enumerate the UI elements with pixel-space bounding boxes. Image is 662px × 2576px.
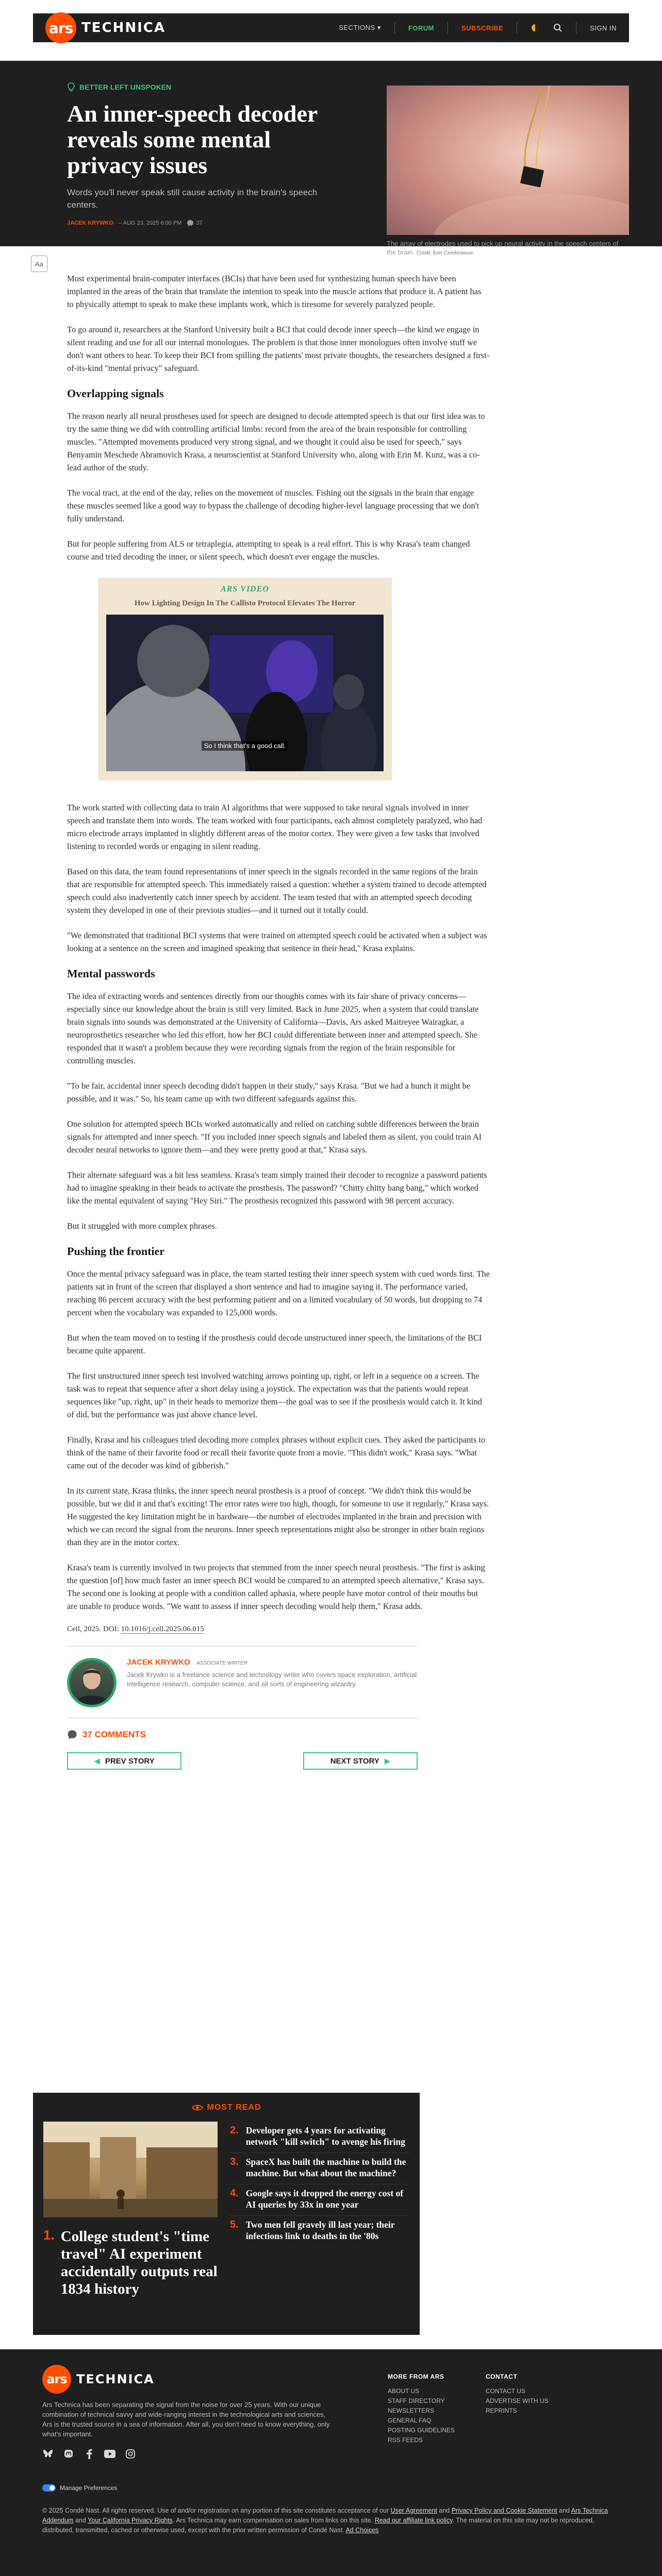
feature-image [43, 2122, 218, 2217]
user-agreement-link[interactable]: User Agreement [390, 2507, 437, 2514]
theme-toggle-icon[interactable] [531, 23, 540, 32]
footer-contact-column [486, 2365, 568, 2460]
next-story-button[interactable]: NEXT STORY ▶ [303, 1752, 418, 1770]
section-heading: Overlapping signals [67, 387, 164, 400]
author-box [67, 1647, 418, 1718]
hero-credit: Credit: Erin Cerebrowsor [416, 250, 473, 256]
logo-mark: ars [45, 12, 76, 43]
nav-divider [394, 22, 395, 33]
paragraph: The work started with collecting data to train AI algorithms that were supposed to take neural signals involved in inner speech and translate them into words. The team worked with four participants, each almost completely paralyzed, who had micro electrode arrays implanted in slightly different areas of the motor cortex. They were given a few tasks that involved listening to recorded words or engaging in silent reading. [67, 803, 483, 851]
hero-image [387, 86, 629, 235]
bulb-icon [67, 82, 75, 92]
nav-sign-in[interactable]: SIGN IN [590, 24, 617, 32]
byline-date: – AUG 23, 2025 6:00 PM [119, 220, 182, 226]
nav-links [339, 22, 617, 33]
footer-link[interactable]: ABOUT US [388, 2387, 420, 2395]
logo-word: TECHNICA [81, 20, 166, 36]
list-item[interactable] [230, 2216, 409, 2247]
privacy-toggle-icon [42, 2484, 56, 2492]
nav-sections[interactable]: SECTIONS ▾ [339, 24, 381, 31]
paragraph: The vocal tract, at the end of the day, relies on the movement of muscles. Fishing out the signals in the brain that engage these muscles seemed like a good way to bypass the challenge of decoding higher-level language processing that we don't fully understand. [67, 488, 479, 523]
footer-legal: © 2025 Condé Nast. All rights reserved. Use of and/or registration on any portion of this site constitutes acceptance of our User Agreement and Privacy Policy and Cookie Statement and Ars Technica Addendum and Your California Privacy Rights. Ars Technica may earn compensation on sales from links on this site. Read our affiliate link policy. The material on this site may not be reproduced, distributed, transmitted, cached or otherwise used, except with the prior written permission of Condé Nast. Ad Choices [42, 2507, 608, 2534]
privacy-policy-link[interactable]: Privacy Policy and Cookie Statement [451, 2507, 557, 2514]
author-bio: Jacek Krywko is a freelance science and technology writer who covers space exploration, artificial intelligence research, computer science, and all sorts of engineering wizardry. [127, 1671, 417, 1688]
rank-number: 1. [43, 2227, 55, 2243]
top-bar [0, 0, 662, 61]
list-item-title: Google says it dropped the energy cost of AI queries by 33x in one year [245, 2188, 404, 2210]
rank-number: 2. [230, 2125, 239, 2136]
footer-link[interactable]: STAFF DIRECTORY [388, 2397, 445, 2404]
bluesky-icon[interactable] [42, 2448, 54, 2460]
electrode-array-illustration [387, 86, 629, 235]
list-item[interactable] [230, 2122, 409, 2153]
nav-bar [33, 13, 629, 42]
doi-link[interactable]: 10.1016/j.cell.2025.06.015 [121, 1625, 204, 1633]
paragraph: But it struggled with more complex phrases. [67, 1221, 217, 1231]
youtube-icon[interactable] [104, 2448, 115, 2460]
search-icon[interactable] [553, 23, 562, 32]
most-read-panel [33, 2093, 420, 2335]
byline-author-link[interactable]: JACEK KRYWKO [67, 220, 114, 226]
story-pager [67, 1752, 418, 1770]
facebook-icon[interactable] [84, 2448, 95, 2460]
footer-link[interactable]: POSTING GUIDELINES [388, 2427, 455, 2434]
most-read-list [230, 2122, 409, 2298]
most-read-title: MOST READ [43, 2103, 409, 2112]
comment-bubble-icon [187, 219, 194, 227]
list-item-title: Developer gets 4 years for activating network "kill switch" to avenge his firing [245, 2125, 405, 2147]
video-subtitle: So I think that's a good call. [106, 742, 384, 750]
avatar[interactable] [67, 1658, 117, 1707]
nav-forum[interactable]: FORUM [408, 24, 435, 32]
video-tag: ARS VIDEO [221, 585, 269, 594]
site-logo[interactable] [45, 12, 166, 43]
video-title: How Lighting Design In The Callisto Protocol Elevates The Horror [134, 599, 356, 607]
byline [67, 219, 325, 227]
footer-link[interactable]: REPRINTS [486, 2407, 517, 2414]
affiliate-policy-link[interactable]: Read our affiliate link policy [374, 2517, 453, 2524]
footer-logo[interactable] [42, 2365, 331, 2394]
paragraph: To go around it, researchers at the Stanford University built a BCI that could decode inner speech—the kind we engage in silent reading and use for all our internal monologues. The problem is that those inner monologues often involve stuff we don't want others to hear. To keep their BCI from spilling the patients' most private thoughts, the researchers designed a first-of-its-kind "mental privacy" safeguard. [67, 325, 490, 373]
addendum-link[interactable]: Ars Technica Addendum [42, 2507, 608, 2524]
list-item[interactable] [230, 2184, 409, 2216]
rank-number: 3. [230, 2156, 239, 2167]
paragraph: In its current state, Krasa thinks, the inner speech neural prosthesis is a proof of concept. "We didn't think this would be possible, but we did it and that's exciting! The error rates were too high, though, for someone to use it regularly," Krasa says. He suggested the key limitation might be in hardware—the number of electrodes implanted in the brain and precision with which we can record the signal from the neurons. Inner speech representations might also be stronger in other brain regions than they are in the motor cortex. [67, 1486, 489, 1547]
footer-link[interactable]: ADVERTISE WITH US [486, 2397, 549, 2404]
kicker-text: BETTER LEFT UNSPOKEN [79, 83, 172, 91]
paragraph: Most experimental brain-computer interfaces (BCIs) that have been used for synthesizing human speech have been implanted in the areas of the brain that translate the intention to speak into the muscle actions that produce it. A patient has to physically attempt to speak to make these implants work, which is tiresome for severely paralyzed people. [67, 274, 482, 309]
california-privacy-link[interactable]: Your California Privacy Rights [88, 2517, 173, 2524]
footer-link[interactable]: NEWSLETTERS [388, 2407, 435, 2414]
footer-more-column [388, 2365, 470, 2460]
embedded-video [98, 578, 392, 781]
section-heading: Mental passwords [67, 967, 155, 980]
paragraph: Based on this data, the team found representations of inner speech in the signals recorded in the same regions of the brain that are responsible for attempted speech. This immediately raised a question: whether a system trained to decode attempted speech could also inadvertently catch inner speech by accident. The team tested that with an attempted speech decoding system they developed in one of their previous studies—and it turned out it totally could. [67, 867, 487, 915]
paragraph: Finally, Krasa and his colleagues tried decoding more complex phrases without explicit cues. They asked the participants to think of the name of their favorite food or recall their favorite quote from a movie. "This didn't work," Krasa says. "What came out of the decoder was kind of gibberish." [67, 1435, 486, 1470]
arrow-right-icon: ▶ [384, 1757, 391, 1766]
paragraph: Krasa's team is currently involved in two projects that stemmed from the inner speech neural prosthesis. "The first is asking the question [of] how much faster an inner speech BCI would be compared to an attempted speech alternative," Krasa says. The second one is looking at people with a condition called aphasia, where people have motor control of their mouths but are unable to produce words. "We want to assess if inner speech decoding would help them," Krasa adds. [67, 1563, 485, 1611]
eye-icon [192, 2104, 203, 2111]
instagram-icon[interactable] [125, 2448, 136, 2460]
manage-preferences-link[interactable]: Manage Preferences [42, 2484, 662, 2492]
paragraph: Their alternate safeguard was a bit less seamless. Krasa's team simply trained their decoder to recognize a password patients had to imagine speaking in their heads to activate the prosthesis. The password? "Chitty chitty bang bang," which worked like the mental equivalent of saying "Hey Siri." The prosthesis recognized this password with 98 percent accuracy. [67, 1170, 487, 1206]
hero-caption: The array of electrodes used to pick up neural activity in the speech centers of the brain. Credit: Erin Cerebrowsor [387, 240, 619, 256]
footer-link[interactable]: CONTACT US [486, 2387, 525, 2395]
video-player[interactable] [106, 615, 384, 771]
comments-label: 37 COMMENTS [82, 1730, 146, 1739]
article-dek: Words you'll never speak still cause activity in the brain's speech centers. [67, 188, 318, 210]
page-title: An inner-speech decoder reveals some mental privacy issues [67, 100, 318, 178]
prev-story-button[interactable]: ◀ PREV STORY [67, 1752, 181, 1770]
logo-word: TECHNICA [76, 2372, 155, 2386]
paragraph: But when the team moved on to testing if the prosthesis could decode unstructured inner speech, the limitations of the BCI became quite apparent. [67, 1333, 482, 1355]
most-read-feature[interactable] [43, 2122, 218, 2298]
paragraph: One solution for attempted speech BCIs worked automatically and relied on catching subtle differences between the brain signals for attempted and inner speech. "If you included inner speech signals and labeled them as silent, you could train AI decoder neural networks to ignore them—and they were pretty good at that," Krasa says. [67, 1119, 482, 1155]
section-heading: Pushing the frontier [67, 1245, 165, 1258]
paragraph: The first unstructured inner speech test involved watching arrows pointing up, right, or left in a sequence on a screen. The task was to repeat that sequence after a short delay using a joystick. The expectation was that the patients would repeat sequences like "up, right, up" in their heads to memorize them—the goal was to see if the prosthesis would catch it. It kind of did, but the performance was just above chance level. [67, 1371, 482, 1419]
byline-comments-link[interactable] [187, 219, 202, 227]
social-links [42, 2448, 331, 2460]
paragraph: Once the mental privacy safeguard was in place, the team started testing their inner speech system with cued words first. The patients sat in front of the screen that displayed a short sentence and had to imagine saying it. The performance varied, reaching 86 percent accuracy with the best performing patient and on a limited vocabulary of 50 words, but dropping to 74 percent when the vocabulary was expanded to 125,000 words. [67, 1269, 490, 1317]
list-item[interactable] [230, 2153, 409, 2184]
author-role: ASSOCIATE WRITER [196, 1660, 247, 1666]
paragraph: "We demonstrated that traditional BCI systems that were trained on attempted speech could be activated when a subject was looking at a sentence on the screen and imagined speaking that sentence in their head," Krasa explains. [67, 930, 487, 953]
footer-link[interactable]: RSS FEEDS [388, 2436, 423, 2444]
nav-subscribe[interactable]: SUBSCRIBE [461, 24, 504, 32]
footer-link[interactable]: GENERAL FAQ [388, 2417, 432, 2424]
comments-link[interactable] [67, 1718, 490, 1752]
article-hero [0, 61, 662, 256]
list-item-title: SpaceX has built the machine to build the machine. But what about the machine? [245, 2157, 406, 2178]
feature-title: College student's "time travel" AI experiment accidentally outputs real 1834 history [60, 2228, 218, 2297]
mastodon-icon[interactable] [63, 2448, 74, 2460]
list-item-title: Two men fell gravely ill last year; their infections link to deaths in the '80s [245, 2219, 395, 2241]
paragraph: The reason nearly all neural prostheses used for speech are designed to decode attempted speech is that our first idea was to try the same thing we did with controlling artificial limbs: record from the area of the brain responsible for controlling muscles. "Attempted movements produced very strong signal, and we thought it could also be used for speech," says Benyamin Meschede Abramovich Krasa, a neuroscientist at Stanford University who, along with Erin M. Kunz, was a co-lead author of the study. [67, 411, 485, 472]
footer-description: Ars Technica has been separating the signal from the noise for over 25 years. With our unique combination of technical savvy and wide-ranging interest in the technological arts and sciences, Ars is the trusted source in a sea of information. After all, you don't need to know everything, only what's important. [42, 2401, 330, 2438]
article-body [0, 246, 490, 1770]
byline-comment-count: 37 [196, 220, 203, 226]
author-portrait [70, 1660, 114, 1705]
chevron-down-icon: ▾ [377, 24, 381, 31]
rank-number: 5. [230, 2219, 239, 2230]
paragraph: The idea of extracting words and sentences directly from our thoughts comes with its fair share of privacy concerns—especially since our knowledge about the brain is still very limited. Back in June 2025, when a system that could translate brain signals into sounds was demonstrated at the University of California—Davis, Ars asked Maitreyee Wairagkar, a neuroprosthetics researcher who led this effort, how her BCI could differentiate between inner and attempted speech. She responded that it wasn't a problem because they were recording signals from the region of the brain responsible for controlling muscles. [67, 991, 479, 1065]
article-kicker [67, 82, 325, 92]
paragraph: But for people suffering from ALS or tetraplegia, attempting to speak is a real effort. This is why Krasa's team changed course and tried decoding the inner, or silent speech, which doesn't ever engage the muscles. [67, 539, 470, 562]
footer-column-title: MORE FROM ARS [388, 2373, 444, 2380]
paragraph: "To be fair, accidental inner speech decoding didn't happen in their study," says Krasa. "But we had a hunch it might be possible, and it was." So, his team came up with two different safeguards against this. [67, 1081, 471, 1104]
footer-column-title: CONTACT [486, 2373, 518, 2380]
citation: Cell, 2025. DOI: 10.1016/j.cell.2025.06.015 [67, 1625, 204, 1633]
historic-street-illustration [43, 2122, 218, 2217]
author-name-link[interactable]: JACEK KRYWKO [127, 1658, 190, 1667]
ad-choices-link[interactable]: Ad Choices [345, 2527, 379, 2534]
arrow-left-icon: ◀ [94, 1757, 100, 1766]
rank-number: 4. [230, 2188, 239, 2199]
logo-mark: ars [42, 2365, 71, 2394]
site-footer [0, 2349, 662, 2576]
comment-bubble-icon [67, 1730, 77, 1740]
text-settings-icon[interactable]: Aa [31, 256, 47, 272]
